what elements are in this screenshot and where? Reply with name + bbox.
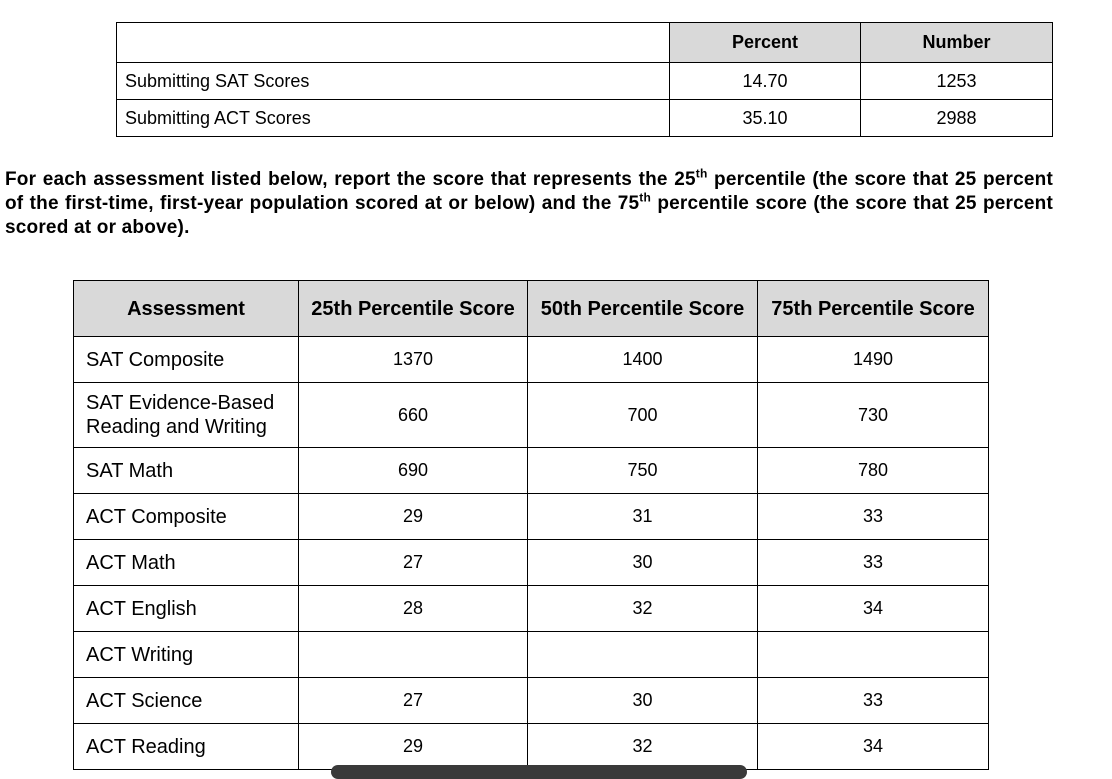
- p25-score: 690: [299, 448, 528, 494]
- p50-header: 50th Percentile Score: [528, 281, 758, 337]
- assessment-name: ACT Composite: [74, 494, 299, 540]
- submission-number: 2988: [861, 100, 1053, 137]
- p50-score: 700: [528, 383, 758, 448]
- submission-label: Submitting SAT Scores: [117, 63, 670, 100]
- table-row: [74, 586, 989, 632]
- p25-score: 29: [299, 494, 528, 540]
- p75-score: 730: [758, 383, 989, 448]
- table-row: [74, 724, 989, 770]
- p50-score: 30: [528, 540, 758, 586]
- assessment-name: SAT Evidence-Based Reading and Writing: [74, 383, 299, 448]
- p25-score: 27: [299, 540, 528, 586]
- submission-header-row: [117, 23, 1053, 63]
- p50-score: 750: [528, 448, 758, 494]
- p50-score: 30: [528, 678, 758, 724]
- p50-score: [528, 632, 758, 678]
- submission-table: [116, 22, 1053, 137]
- ordinal-suffix: th: [695, 166, 708, 181]
- table-row: [74, 540, 989, 586]
- p25-score: 28: [299, 586, 528, 632]
- p75-header: 75th Percentile Score: [758, 281, 989, 337]
- assessment-name: SAT Math: [74, 448, 299, 494]
- table-row: [117, 100, 1053, 137]
- submission-percent: 14.70: [670, 63, 861, 100]
- assessment-name: SAT Composite: [74, 337, 299, 383]
- table-row: [74, 494, 989, 540]
- p75-score: 33: [758, 678, 989, 724]
- p75-score: 33: [758, 494, 989, 540]
- p75-score: 780: [758, 448, 989, 494]
- table-row: [74, 383, 989, 448]
- p25-header: 25th Percentile Score: [299, 281, 528, 337]
- p75-score: 33: [758, 540, 989, 586]
- assessment-name: ACT Science: [74, 678, 299, 724]
- p25-score: [299, 632, 528, 678]
- submission-label: Submitting ACT Scores: [117, 100, 670, 137]
- ordinal-suffix: th: [639, 190, 652, 205]
- instructions-text: percentile score (the score that 25 percent scored at or above).: [5, 193, 1053, 238]
- table-row: [74, 448, 989, 494]
- table-row: [74, 678, 989, 724]
- score-header-row: [74, 281, 989, 337]
- p25-score: 660: [299, 383, 528, 448]
- assessment-name: ACT Reading: [74, 724, 299, 770]
- p50-score: 32: [528, 724, 758, 770]
- assessment-name: ACT English: [74, 586, 299, 632]
- percentile-score-table: [73, 280, 989, 770]
- instructions-text: percentile (the score that 25 percent of the first-time, first-year population scored at or below) and the 75: [5, 169, 1053, 214]
- table-row: [117, 63, 1053, 100]
- instructions-paragraph: [5, 168, 1053, 240]
- p50-score: 32: [528, 586, 758, 632]
- p50-score: 1400: [528, 337, 758, 383]
- p50-score: 31: [528, 494, 758, 540]
- assessment-name: ACT Math: [74, 540, 299, 586]
- submission-header-blank: [117, 23, 670, 63]
- submission-percent: 35.10: [670, 100, 861, 137]
- p75-score: 34: [758, 586, 989, 632]
- p25-score: 29: [299, 724, 528, 770]
- submission-number: 1253: [861, 63, 1053, 100]
- bottom-toolbar-pill[interactable]: [331, 765, 747, 779]
- p25-score: 1370: [299, 337, 528, 383]
- table-row: [74, 632, 989, 678]
- percent-header: Percent: [670, 23, 861, 63]
- instructions-text: For each assessment listed below, report the score that represents the 25: [5, 169, 696, 190]
- number-header: Number: [861, 23, 1053, 63]
- table-row: [74, 337, 989, 383]
- p75-score: [758, 632, 989, 678]
- assessment-header: Assessment: [74, 281, 299, 337]
- p75-score: 1490: [758, 337, 989, 383]
- assessment-name: ACT Writing: [74, 632, 299, 678]
- p75-score: 34: [758, 724, 989, 770]
- p25-score: 27: [299, 678, 528, 724]
